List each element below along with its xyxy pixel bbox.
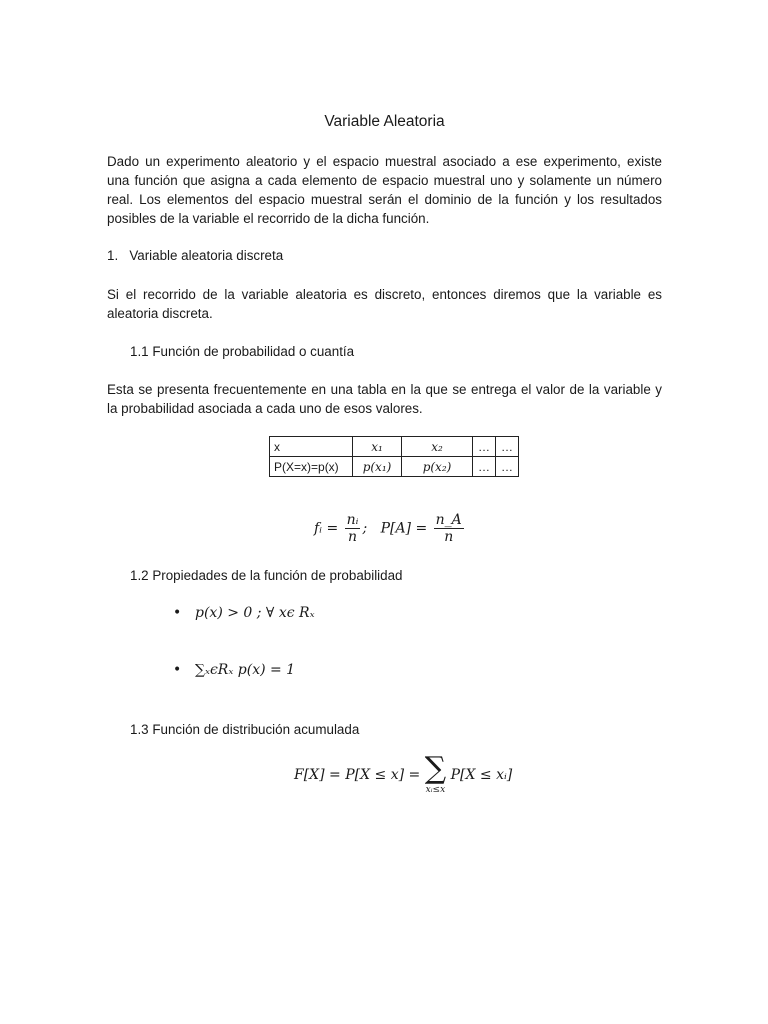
- table-cell: …: [496, 437, 519, 457]
- fraction: [345, 512, 361, 545]
- intro-line: posibles de la variable el recorrido de la dicha función.: [107, 211, 430, 226]
- fraction-numerator: nᵢ: [346, 512, 359, 528]
- intro-line: Dado un experimento aleatorio y el espacio muestral asociado a ese experimento, existe: [107, 154, 662, 169]
- summation: [424, 751, 447, 796]
- bullet-text: ∑ₓϵRₓ p(x) = 1: [195, 662, 296, 678]
- section-1-heading: 1. Variable aleatoria discreta: [107, 248, 284, 263]
- probability-table: [269, 436, 519, 477]
- table-cell: …: [473, 457, 496, 477]
- section-1-line: aleatoria discreta.: [107, 306, 213, 321]
- intro-line: real. Los elementos del espacio muestral serán el dominio de la función y los resultados: [107, 192, 662, 207]
- table-cell: p(x₁): [353, 457, 402, 477]
- formula-rhs: P[X ≤ xᵢ]: [450, 767, 513, 783]
- bullet-dot-icon: •: [173, 605, 182, 621]
- fraction: [434, 512, 464, 545]
- section-1-3-heading: 1.3 Función de distribución acumulada: [130, 722, 360, 737]
- bullet-dot-icon: •: [173, 662, 182, 678]
- table-cell: x₁: [353, 437, 402, 457]
- fraction-numerator: n_A: [435, 512, 462, 528]
- bullet-item: [173, 661, 295, 680]
- formula-lhs: F[X] = P[X ≤ x] =: [294, 767, 421, 783]
- section-1-1-line: la probabilidad asociada a cada uno de esos valores.: [107, 401, 423, 416]
- section-1-paragraph: [107, 285, 662, 323]
- table-row: [270, 437, 519, 457]
- section-1-1-heading: 1.1 Función de probabilidad o cuantía: [130, 344, 355, 359]
- intro-line: una función que asigna a cada elemento de espacio muestral uno y solamente un número: [107, 173, 662, 188]
- formula-separator: ;: [362, 520, 368, 537]
- frequency-formula: [314, 512, 466, 545]
- cdf-formula: [294, 751, 513, 796]
- table-row: [270, 457, 519, 477]
- formula-lhs: P[A] =: [380, 520, 428, 537]
- bullet-item: [173, 604, 315, 623]
- intro-paragraph: [107, 152, 662, 228]
- bullet-text: p(x) > 0 ; ∀ xϵ Rₓ: [195, 605, 315, 621]
- section-1-1-line: Esta se presenta frecuentemente en una tabla en la que se entrega el valor de la variable y: [107, 382, 662, 397]
- section-1-1-paragraph: [107, 380, 662, 418]
- table-cell: …: [473, 437, 496, 457]
- document-title: Variable Aleatoria: [324, 113, 445, 130]
- summation-limit: xᵢ≤x: [425, 785, 446, 795]
- section-1-line: Si el recorrido de la variable aleatoria es discreto, entonces diremos que la variable es: [107, 287, 662, 302]
- summation-symbol: ∑: [424, 751, 447, 786]
- fraction-denominator: n: [444, 529, 454, 545]
- table-cell: P(X=x)=p(x): [270, 457, 353, 477]
- table-cell: x₂: [402, 437, 473, 457]
- section-1-2-heading: 1.2 Propiedades de la función de probabilidad: [130, 568, 403, 583]
- formula-lhs: fᵢ =: [314, 520, 339, 537]
- fraction-denominator: n: [348, 529, 358, 545]
- table-cell: …: [496, 457, 519, 477]
- table-cell: p(x₂): [402, 457, 473, 477]
- table-cell: x: [270, 437, 353, 457]
